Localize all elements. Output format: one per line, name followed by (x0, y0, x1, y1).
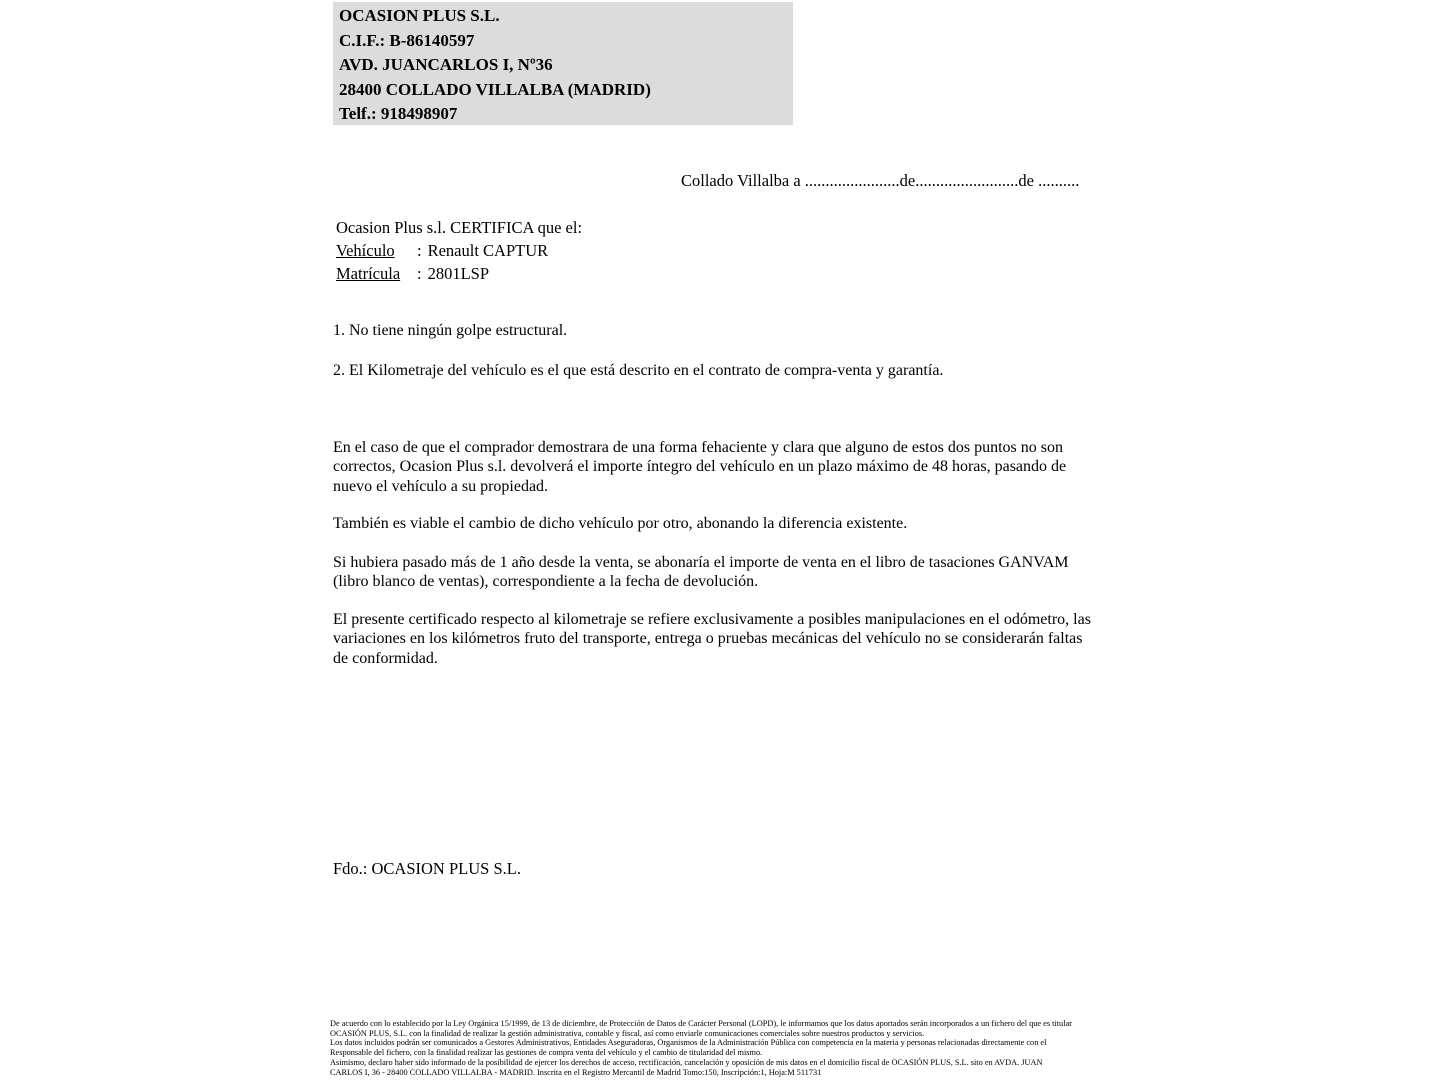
company-cif: C.I.F.: B-86140597 (339, 30, 475, 50)
company-phone: Telf.: 918498907 (339, 104, 458, 123)
company-name: OCASION PLUS S.L. (339, 6, 500, 25)
plate-label: Matrícula (336, 264, 401, 283)
vehicle-value: Renault CAPTUR (427, 241, 549, 260)
certification-intro: Ocasion Plus s.l. CERTIFICA que el: (336, 218, 583, 237)
vehicle-field-row (336, 239, 582, 262)
legal-footer-line: De acuerdo con lo establecido por la Ley Orgánica 15/1999, de 13 de diciembre, de Protección de Datos de Carácter Personal (LOPD), le informamos que los datos aportados serán incorporados a un fichero del que es titular (330, 1019, 1072, 1028)
vehicle-label: Vehículo (336, 241, 395, 260)
legal-footer-line: Asimismo, declaro haber sido informado de la posibilidad de ejercer los derechos de acceso, rectificación, cancelación y oposición de mis datos en el domicilio fiscal de OCASIÓN PLUS, S.L. sito en AVDA. JUAN (330, 1057, 1043, 1067)
plate-field-row (336, 262, 582, 285)
paragraph-refund-terms: En el caso de que el comprador demostrara de una forma fehaciente y clara que alguno de estos dos puntos no son correctos, Ocasion Plus s.l. devolverá el importe íntegro del vehículo en un plazo máximo de 48 horas, pasando de nuevo el vehículo a su propiedad. (333, 439, 1067, 495)
certified-point-1: 1. No tiene ningún golpe estructural. (333, 322, 568, 339)
legal-footer-line: OCASIÓN PLUS, S.L. con la finalidad de realizar la gestión administrativa, contable y fiscal, así como enviarle comunicaciones comerciales sobre nuestros productos y servicios. (330, 1028, 925, 1038)
vehicle-separator: : (417, 241, 422, 260)
paragraph-ganvam-valuation: Si hubiera pasado más de 1 año desde la venta, se abonaría el importe de venta en el libro de tasaciones GANVAM (libro blanco de ventas), correspondiente a la fecha de devolución. (333, 554, 1069, 591)
paragraph-exchange-option: También es viable el cambio de dicho vehículo por otro, abonando la diferencia existente. (333, 515, 908, 532)
company-city: 28400 COLLADO VILLALBA (MADRID) (339, 79, 651, 99)
plate-value: 2801LSP (427, 264, 490, 283)
company-letterhead (333, 2, 793, 125)
signature-line: Fdo.: OCASION PLUS S.L. (333, 859, 521, 878)
plate-separator: : (417, 264, 422, 283)
certified-point-2: 2. El Kilometraje del vehículo es el que está descrito en el contrato de compra-venta y garantía. (333, 362, 944, 379)
legal-footer-line: CARLOS I, 36 - 28400 COLLADO VILLALBA - MADRID. Inscrita en el Registro Mercantil de Madrid Tomo:150, Inscripción:1, Hoja:M 511731 (330, 1067, 822, 1077)
legal-footer-line: Responsable del fichero, con la finalidad realizar las gestiones de compra venta del vehículo y el cambio de titularidad del mismo. (330, 1048, 763, 1058)
certification-block (336, 216, 582, 285)
paragraph-mileage-scope: El presente certificado respecto al kilometraje se refiere exclusivamente a posibles manipulaciones en el odómetro, las variaciones en los kilómetros fruto del transporte, entrega o pruebas mecánicas del vehículo no se considerarán faltas de conformidad. (333, 611, 1091, 667)
company-address: AVD. JUANCARLOS I, Nº36 (339, 55, 553, 74)
legal-footer (330, 1019, 1072, 1077)
date-place-line: Collado Villalba a .......................de.........................de .......... (681, 171, 1080, 190)
legal-footer-line: Los datos incluidos podrán ser comunicados a Gestores Administrativos, Entidades Aseguradoras, Organismos de la Administración Pública con competencia en la materia y personas relacionadas directamente con el (330, 1038, 1047, 1048)
